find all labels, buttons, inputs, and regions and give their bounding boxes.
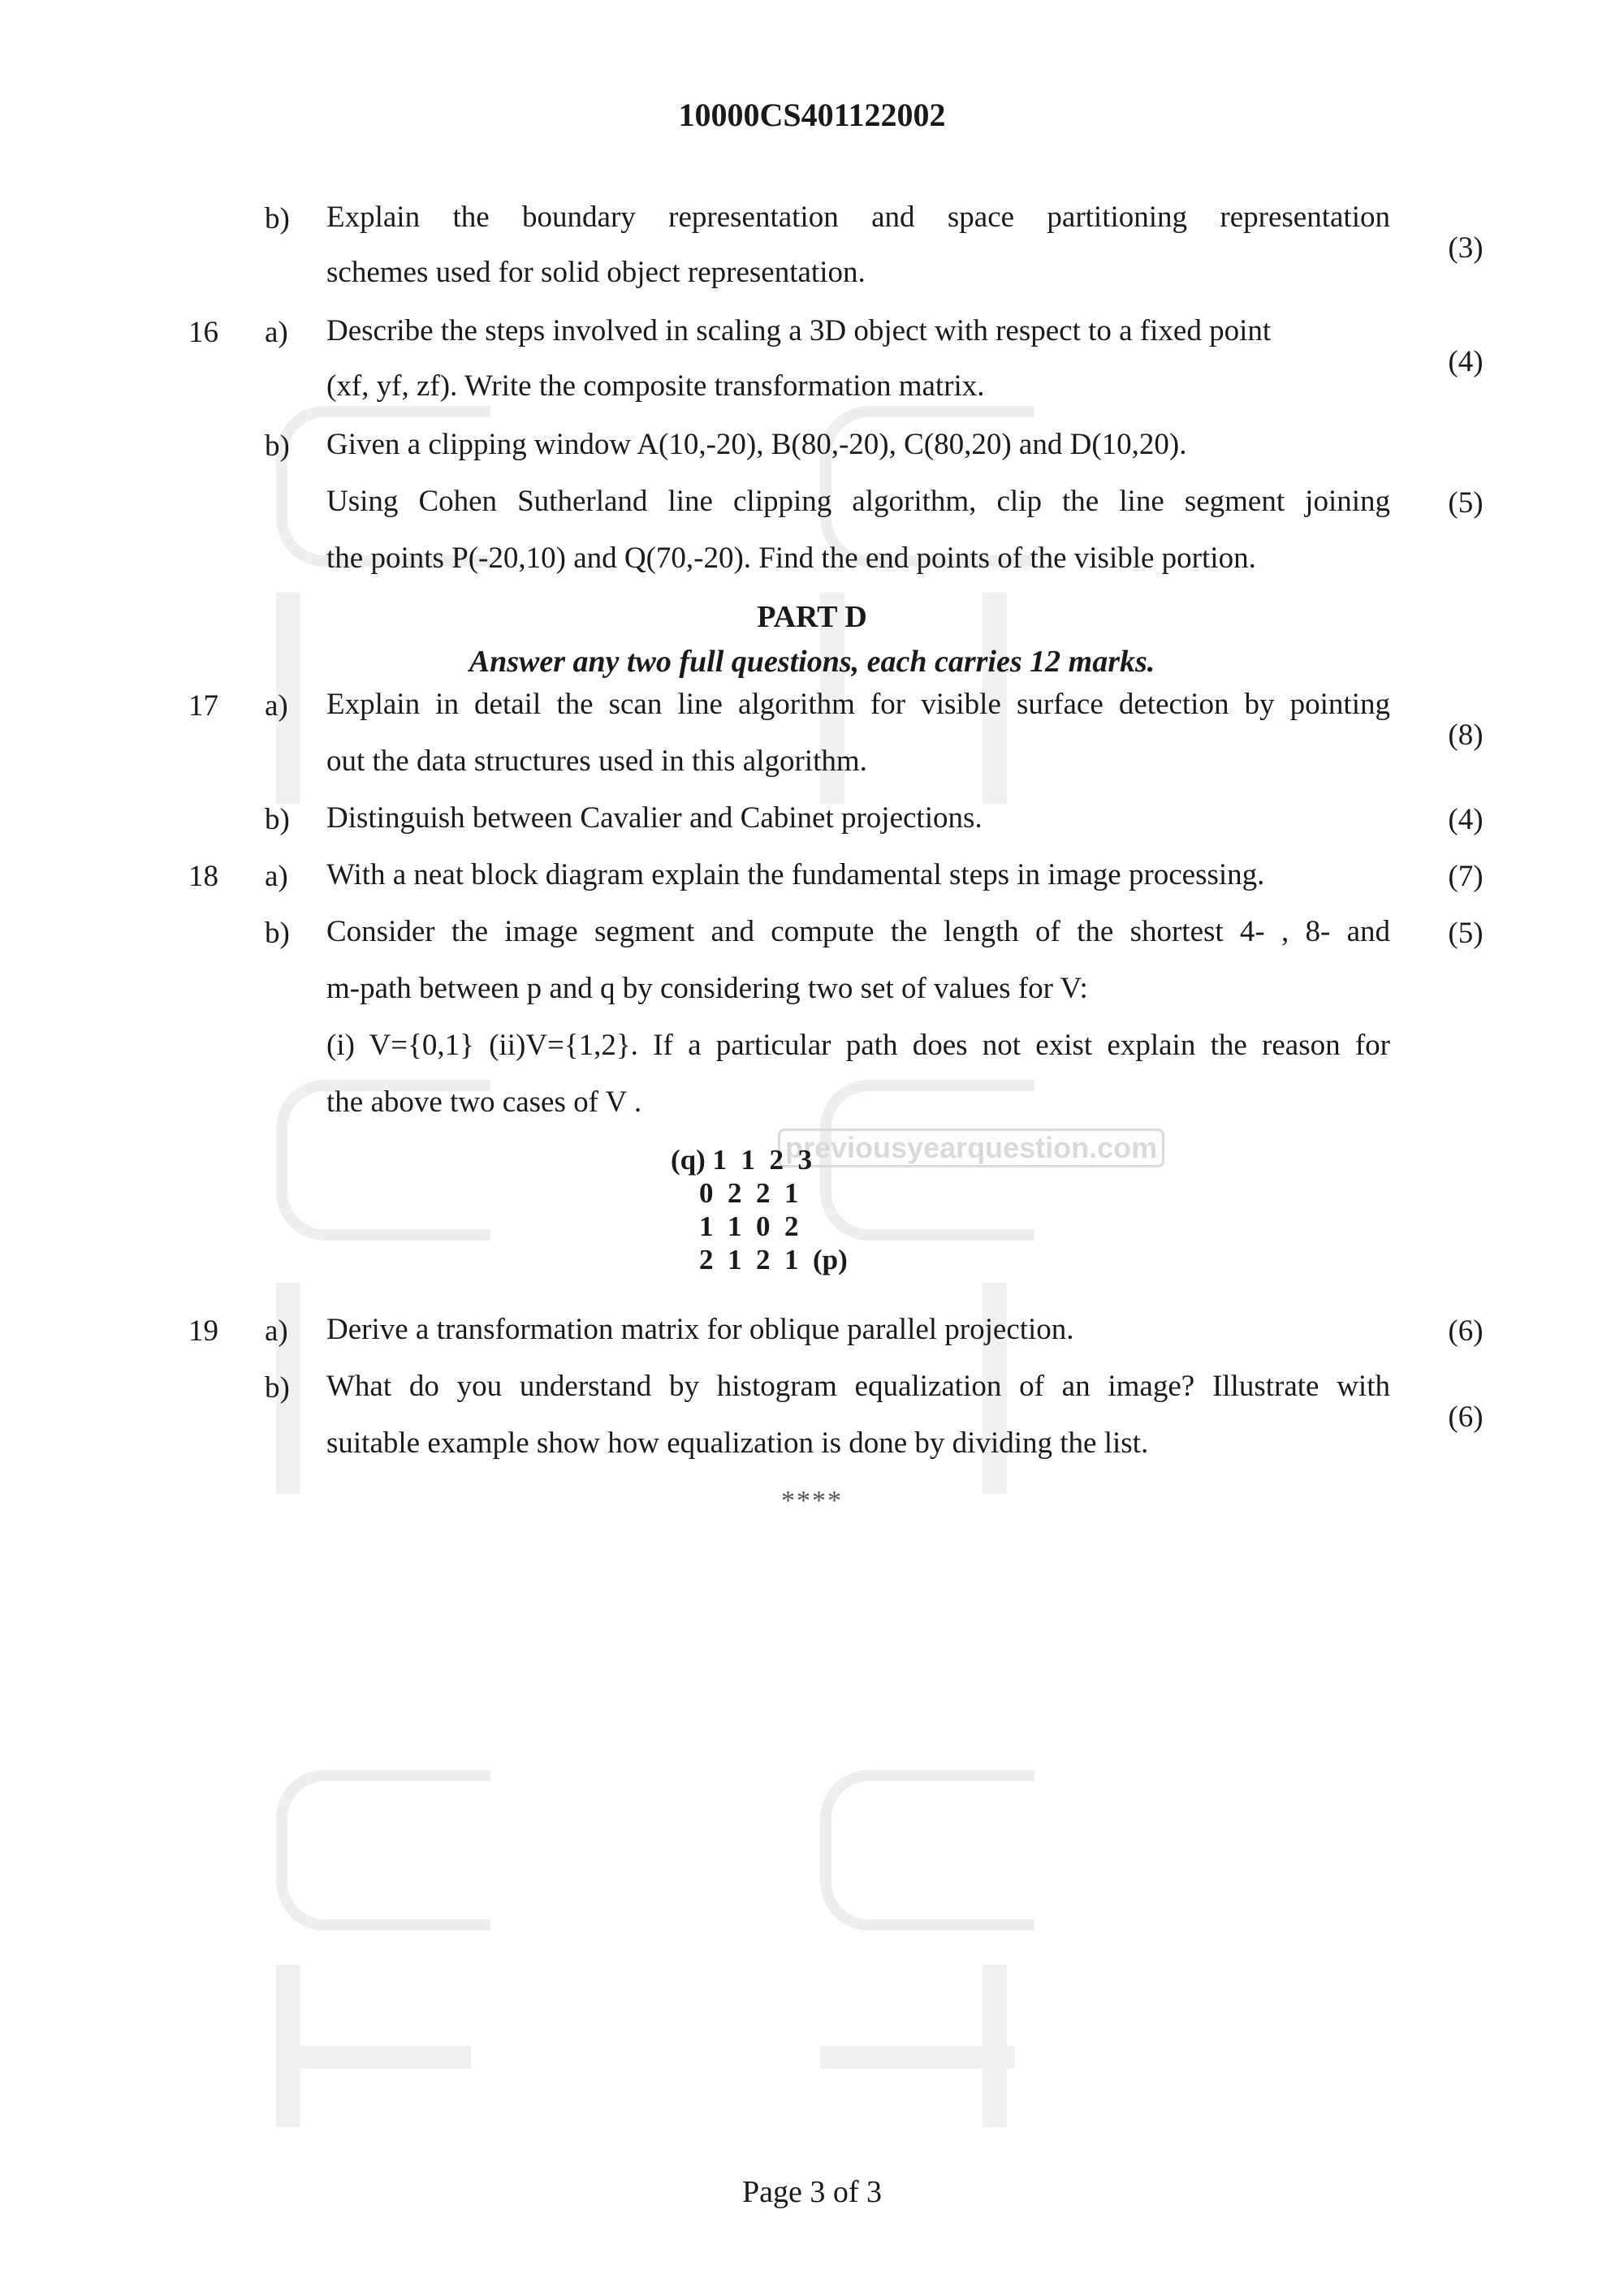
end-of-questions-mark: **** [781,1486,843,1516]
watermark-text: previousyearquestion.com [778,1129,1164,1167]
matrix-row-2: 0 2 2 1 [671,1177,799,1209]
q19-number: 19 [188,1314,218,1348]
q19a-marks: (6) [1448,1314,1484,1348]
q18b-marks: (5) [1448,917,1484,950]
matrix-row-4: 2 1 2 1 (p) [671,1244,848,1275]
matrix-row-3: 1 1 0 2 [671,1211,799,1242]
q18a-marks: (7) [1448,860,1484,893]
part-d-title: PART D [757,600,867,634]
q16a-line2: (xf, yf, zf). Write the composite transformation matrix. [326,369,985,403]
q18b-line4: the above two cases of V . [326,1085,642,1119]
part-d-instruction: Answer any two full questions, each carries 12 marks. [469,645,1155,679]
q19a-label: a) [265,1314,288,1348]
q19b-marks: (6) [1448,1400,1484,1434]
q17a-line1: Explain in detail the scan line algorithm for visible surface detection by pointing [326,688,1390,721]
paper-code-header: 10000CS401122002 [678,97,946,133]
q19b-label: b) [265,1371,290,1405]
q18b-label: b) [265,917,290,950]
q16b-line3: the points P(-20,10) and Q(70,-20). Find the end points of the visible portion. [326,542,1256,575]
q18b-line1: Consider the image segment and compute the length of the shortest 4- , 8- and [326,915,1390,948]
q17b-marks: (4) [1448,803,1484,836]
q18b-line2: m-path between p and q by considering two set of values for V: [326,972,1088,1005]
q19b-line2: suitable example show how equalization is done by dividing the list. [326,1426,1149,1460]
q18b-line3: (i) V={0,1} (ii)V={1,2}. If a particular path does not exist explain the reason for [326,1029,1390,1062]
q17b-label: b) [265,803,290,836]
q16a-label: a) [265,316,288,349]
q18a-line1: With a neat block diagram explain the fundamental steps in image processing. [326,858,1265,891]
q17a-label: a) [265,689,288,723]
q16b-marks: (5) [1448,486,1484,520]
image-segment-matrix [671,1143,848,1276]
q15b-marks: (3) [1448,231,1484,265]
q18-number: 18 [188,860,218,893]
q15b-line2: schemes used for solid object representation. [326,256,866,289]
q16b-label: b) [265,429,290,463]
q16b-line1: Given a clipping window A(10,-20), B(80,-20), C(80,20) and D(10,20). [326,428,1187,461]
q17a-marks: (8) [1448,719,1484,752]
q15b-line1: Explain the boundary representation and space partitioning representation [326,201,1390,234]
q17a-line2: out the data structures used in this algorithm. [326,744,867,778]
q16b-line2: Using Cohen Sutherland line clipping algorithm, clip the line segment joining [326,485,1390,518]
page-number-footer: Page 3 of 3 [741,2175,883,2209]
q16-number: 16 [188,316,218,349]
matrix-row-1: (q) 1 1 2 3 [671,1144,813,1176]
q19a-line1: Derive a transformation matrix for oblique parallel projection. [326,1313,1074,1346]
q16a-line1: Describe the steps involved in scaling a 3D object with respect to a fixed point [326,314,1272,347]
q17-number: 17 [188,689,218,723]
q17b-line1: Distinguish between Cavalier and Cabinet projections. [326,801,983,835]
q18a-label: a) [265,860,288,893]
q15b-label: b) [265,202,290,235]
q19b-line1: What do you understand by histogram equalization of an image? Illustrate with [326,1370,1390,1403]
q16a-marks: (4) [1448,345,1484,378]
